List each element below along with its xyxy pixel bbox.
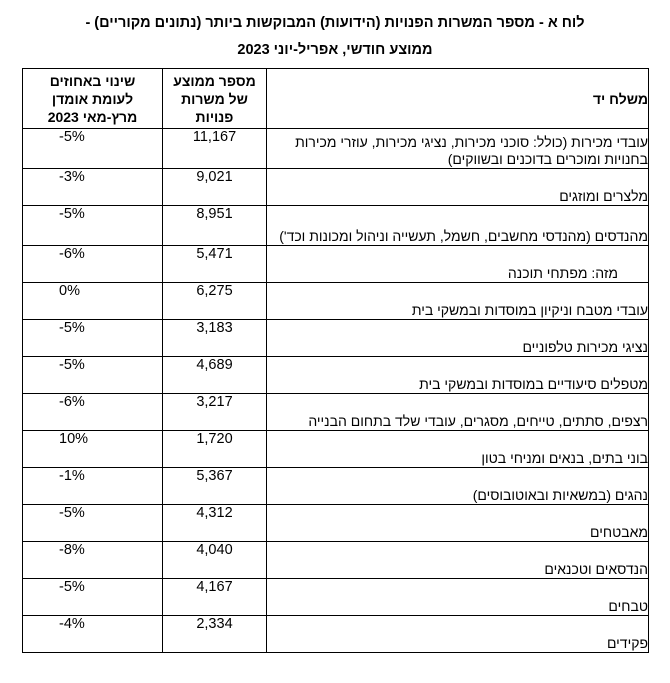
change-cell xyxy=(23,246,163,283)
change-cell xyxy=(23,320,163,357)
avg-vacancies-cell: 5,367 xyxy=(163,468,267,505)
occupation-cell: הנדסאים וטכנאים xyxy=(267,542,649,579)
title-line-1: לוח א - מספר המשרות הפנויות (הידועות) המבוקשות ביותר (נתונים מקוריים) - xyxy=(85,15,585,31)
occupation-cell: מהנדסים (מהנדסי מחשבים, חשמל, תעשייה וניהול ומכונות וכד') xyxy=(267,206,649,246)
change-cell xyxy=(23,542,163,579)
table-row xyxy=(23,542,649,579)
avg-vacancies-cell: 4,312 xyxy=(163,505,267,542)
avg-vacancies-cell: 3,217 xyxy=(163,394,267,431)
header-change xyxy=(23,69,163,129)
header-change-line: שינוי באחוזים xyxy=(49,72,136,89)
header-avg-ads-line: מספר ממוצע xyxy=(173,72,256,89)
avg-vacancies-cell: 6,275 xyxy=(163,283,267,320)
header-row xyxy=(23,69,649,129)
change-value: -5% xyxy=(59,505,85,521)
occupation-cell: רצפים, סתתים, טייחים, מסגרים, עובדי שלד בתחום הבנייה xyxy=(267,394,649,431)
change-cell xyxy=(23,129,163,169)
avg-vacancies-cell: 9,021 xyxy=(163,169,267,206)
occupation-cell: פקידים xyxy=(267,616,649,653)
occupation-cell: מאבטחים xyxy=(267,505,649,542)
header-change-line: מרץ-מאי 2023 xyxy=(47,108,138,125)
avg-vacancies-cell: 11,167 xyxy=(163,129,267,169)
change-cell xyxy=(23,505,163,542)
change-cell xyxy=(23,169,163,206)
change-cell xyxy=(23,579,163,616)
change-value: -5% xyxy=(59,206,85,222)
avg-vacancies-cell: 3,183 xyxy=(163,320,267,357)
occupation-cell: מלצרים ומוזגים xyxy=(267,169,649,206)
change-value: -8% xyxy=(59,542,85,558)
avg-vacancies-cell: 5,471 xyxy=(163,246,267,283)
table-row xyxy=(23,616,649,653)
header-avg-ads xyxy=(163,69,267,129)
table-title xyxy=(0,10,670,64)
change-cell xyxy=(23,357,163,394)
table-row xyxy=(23,357,649,394)
change-value: -1% xyxy=(59,468,85,484)
change-cell xyxy=(23,394,163,431)
table-row xyxy=(23,431,649,468)
avg-vacancies-cell: 4,040 xyxy=(163,542,267,579)
change-cell xyxy=(23,431,163,468)
change-cell xyxy=(23,206,163,246)
header-avg-ads-line: פנויות xyxy=(195,108,234,125)
occupation-cell: נהגים (במשאיות ובאוטובוסים) xyxy=(267,468,649,505)
table-row xyxy=(23,246,649,283)
table-row xyxy=(23,169,649,206)
avg-vacancies-cell: 8,951 xyxy=(163,206,267,246)
occupation-cell: בוני בתים, בנאים ומניחי בטון xyxy=(267,431,649,468)
avg-vacancies-cell: 1,720 xyxy=(163,431,267,468)
header-occupation: משלח יד xyxy=(267,69,649,129)
change-value: -5% xyxy=(59,320,85,336)
change-value: -5% xyxy=(59,357,85,373)
table-row xyxy=(23,394,649,431)
change-value: -6% xyxy=(59,394,85,410)
avg-vacancies-cell: 4,689 xyxy=(163,357,267,394)
table-row xyxy=(23,505,649,542)
table-row xyxy=(23,320,649,357)
table-row xyxy=(23,468,649,505)
change-cell xyxy=(23,468,163,505)
vacancies-table xyxy=(22,68,649,653)
title-line-2: ממוצע חודשי, אפריל-יוני 2023 xyxy=(237,42,433,58)
occupation-cell: מזה: מפתחי תוכנה xyxy=(267,246,649,283)
table-body xyxy=(23,129,649,653)
change-value: -3% xyxy=(59,169,85,185)
occupation-cell: נציגי מכירות טלפוניים xyxy=(267,320,649,357)
table-row xyxy=(23,206,649,246)
header-avg-ads-line: של משרות xyxy=(181,90,248,107)
change-value: -4% xyxy=(59,616,85,632)
table-row xyxy=(23,129,649,169)
occupation-cell: עובדי מכירות (כולל: סוכני מכירות, נציגי מכירות, עוזרי מכירות בחנויות ומוכרים בדוכנים ובשווקים) xyxy=(267,129,649,169)
change-value: 0% xyxy=(59,283,80,299)
occupation-cell: טבחים xyxy=(267,579,649,616)
change-cell xyxy=(23,616,163,653)
change-value: -6% xyxy=(59,246,85,262)
change-value: -5% xyxy=(59,579,85,595)
change-value: -5% xyxy=(59,129,85,145)
avg-vacancies-cell: 2,334 xyxy=(163,616,267,653)
avg-vacancies-cell: 4,167 xyxy=(163,579,267,616)
change-cell xyxy=(23,283,163,320)
occupation-cell: מטפלים סיעודיים במוסדות ובמשקי בית xyxy=(267,357,649,394)
header-change-line: לעומת אומדן xyxy=(51,90,134,107)
table-row xyxy=(23,579,649,616)
occupation-cell: עובדי מטבח וניקיון במוסדות ובמשקי בית xyxy=(267,283,649,320)
change-value: 10% xyxy=(59,431,89,447)
table-row xyxy=(23,283,649,320)
